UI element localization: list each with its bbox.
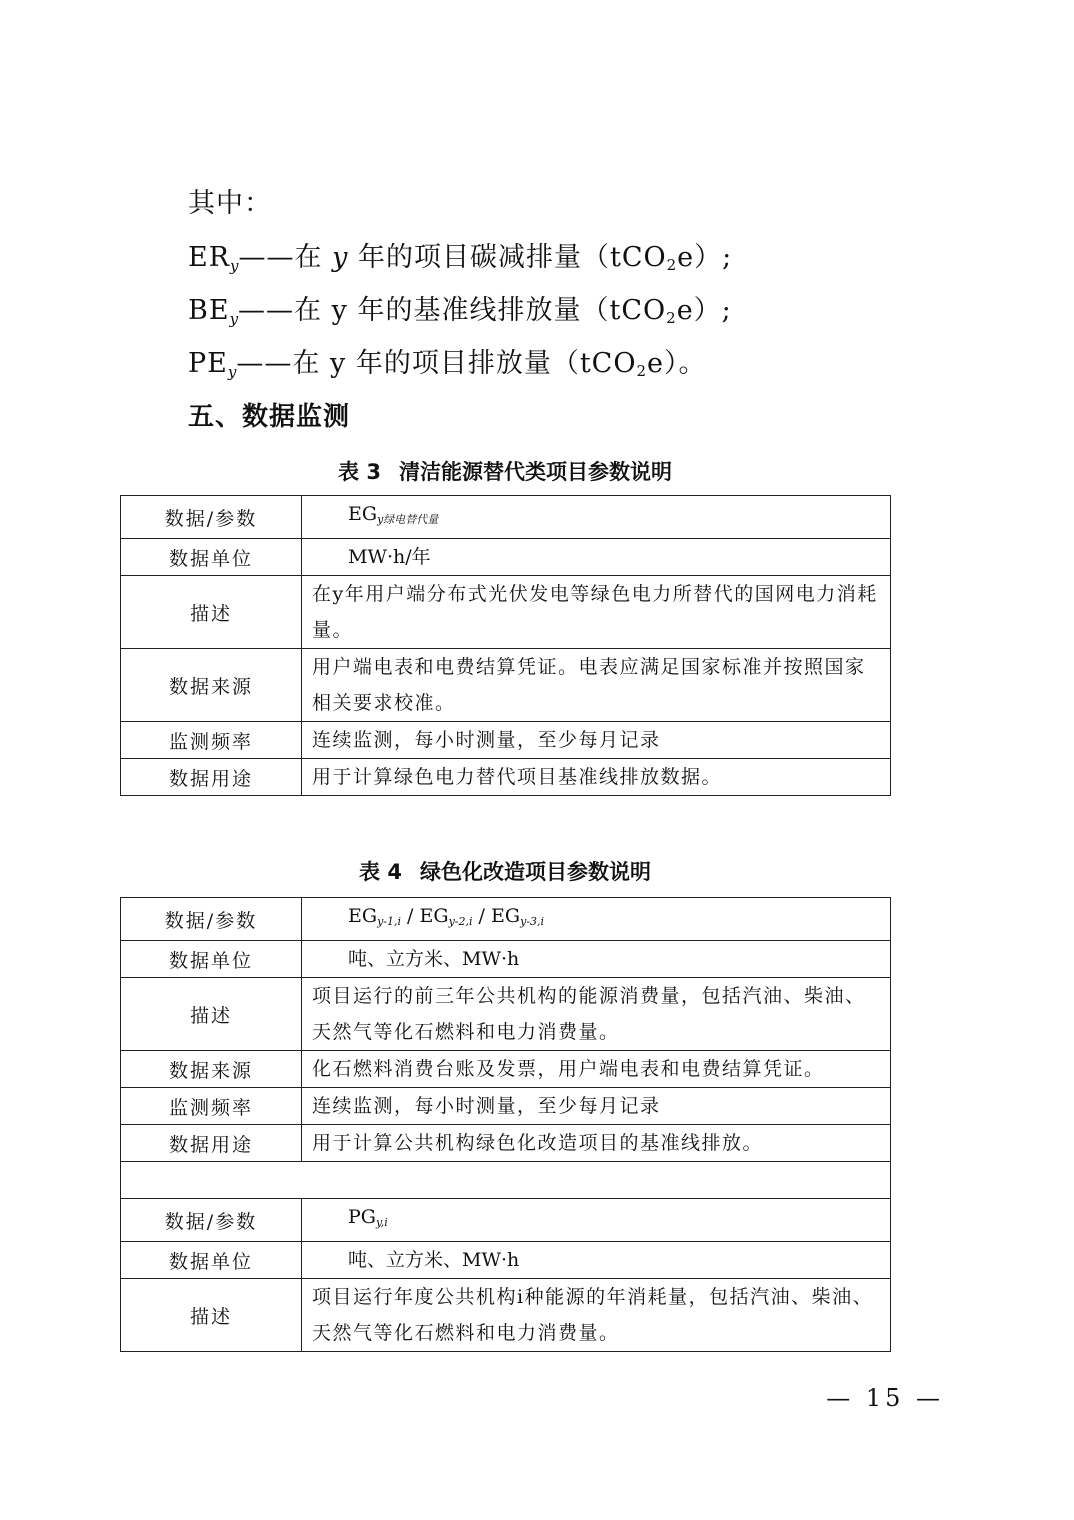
row-value — [302, 898, 891, 941]
param-subscript: y-1,i — [377, 915, 402, 928]
table-row — [121, 941, 891, 978]
page-number: — 15 — — [826, 1384, 944, 1412]
row-value: 连续监测，每小时测量，至少每月记录 — [302, 1088, 891, 1125]
def-text: 年的项目碳减排量（tCO — [348, 242, 667, 273]
spacer-cell — [121, 1162, 891, 1199]
separator: / — [401, 905, 420, 927]
row-label: 数据来源 — [121, 1051, 302, 1088]
row-value: 吨、立方米、MW·h — [302, 1242, 891, 1279]
dash: —— — [238, 295, 295, 326]
param-symbol: EG — [491, 905, 521, 927]
param-symbol: PG — [348, 1206, 376, 1228]
def-text: 在 — [294, 295, 332, 326]
table-row — [121, 1279, 891, 1352]
row-value: 项目运行的前三年公共机构的能源消费量，包括汽油、柴油、天然气等化石燃料和电力消费量。 — [302, 978, 891, 1051]
table4-caption — [0, 856, 1010, 886]
row-value: 连续监测，每小时测量，至少每月记录 — [302, 722, 891, 759]
param-symbol: EG — [419, 905, 449, 927]
table-row — [121, 649, 891, 722]
table-row — [121, 759, 891, 796]
symbol-sub: y — [229, 310, 239, 328]
row-label: 数据单位 — [121, 941, 302, 978]
symbol: BE — [188, 295, 230, 326]
row-value — [302, 1199, 891, 1242]
row-value — [302, 496, 891, 539]
table-row — [121, 1242, 891, 1279]
row-label: 数据/参数 — [121, 898, 302, 941]
row-label: 数据来源 — [121, 649, 302, 722]
def-text: 年的基准线排放量（tCO — [347, 295, 667, 326]
row-label: 描述 — [121, 576, 302, 649]
row-label: 数据/参数 — [121, 1199, 302, 1242]
symbol: ER — [188, 242, 231, 273]
intro-text: 其中： — [188, 188, 272, 219]
row-label: 监测频率 — [121, 1088, 302, 1125]
caption-text: 绿色化改造项目参数说明 — [419, 860, 651, 884]
row-value: 用于计算绿色电力替代项目基准线排放数据。 — [302, 759, 891, 796]
caption-number: 表 4 — [359, 860, 402, 884]
table-row — [121, 978, 891, 1051]
dash: —— — [236, 348, 293, 379]
def-text: 在 — [294, 242, 333, 273]
row-label: 描述 — [121, 1279, 302, 1352]
separator: / — [472, 905, 491, 927]
symbol-sub: y — [230, 257, 239, 275]
param-subscript: y-2,i — [448, 915, 473, 928]
row-value: MW·h/年 — [302, 539, 891, 576]
row-label: 数据单位 — [121, 539, 302, 576]
symbol: PE — [188, 348, 228, 379]
table4 — [120, 897, 891, 1352]
table-row — [121, 1088, 891, 1125]
section-title: 五、数据监测 — [188, 402, 351, 432]
def-text: 年的项目排放量（tCO — [346, 348, 637, 379]
def-text: e）; — [676, 295, 732, 326]
table-row — [121, 1199, 891, 1242]
symbol-sub: y — [227, 363, 237, 381]
row-label: 数据用途 — [121, 1125, 302, 1162]
param-subscript: y,i — [375, 1216, 388, 1229]
row-value: 用于计算公共机构绿色化改造项目的基准线排放。 — [302, 1125, 891, 1162]
row-value: 化石燃料消费台账及发票，用户端电表和电费结算凭证。 — [302, 1051, 891, 1088]
chem-sub: 2 — [666, 309, 677, 327]
table-row — [121, 722, 891, 759]
row-label: 数据/参数 — [121, 496, 302, 539]
row-label: 数据单位 — [121, 1242, 302, 1279]
param-symbol: EG — [348, 503, 378, 525]
def-text: e）。 — [647, 348, 707, 379]
var-y: y — [331, 295, 348, 326]
table-row — [121, 539, 891, 576]
table-row — [121, 1125, 891, 1162]
table3 — [120, 495, 891, 796]
table3-caption — [0, 456, 1010, 486]
row-label: 监测频率 — [121, 722, 302, 759]
caption-number: 表 3 — [338, 460, 381, 484]
table-row — [121, 496, 891, 539]
chem-sub: 2 — [636, 362, 648, 380]
table-row — [121, 1051, 891, 1088]
dash: —— — [238, 242, 295, 273]
row-label: 数据用途 — [121, 759, 302, 796]
var-y: y — [332, 242, 349, 273]
row-value: 吨、立方米、MW·h — [302, 941, 891, 978]
chem-sub: 2 — [666, 256, 678, 274]
definition-pe — [188, 346, 707, 390]
row-value: 用户端电表和电费结算凭证。电表应满足国家标准并按照国家相关要求校准。 — [302, 649, 891, 722]
var-y: y — [329, 348, 347, 379]
caption-text: 清洁能源替代类项目参数说明 — [398, 460, 672, 484]
def-text: 在 — [292, 348, 330, 379]
table-spacer-row — [121, 1162, 891, 1199]
param-subscript: y绿电替代量 — [377, 513, 439, 526]
row-value: 在y年用户端分布式光伏发电等绿色电力所替代的国网电力消耗量。 — [302, 576, 891, 649]
def-text: e）; — [677, 242, 733, 273]
param-symbol: EG — [348, 905, 378, 927]
definition-be — [188, 293, 732, 337]
param-subscript: y-3,i — [520, 915, 545, 928]
row-value: 项目运行年度公共机构i种能源的年消耗量，包括汽油、柴油、天然气等化石燃料和电力消费量。 — [302, 1279, 891, 1352]
table-row — [121, 898, 891, 941]
row-label: 描述 — [121, 978, 302, 1051]
table-row — [121, 576, 891, 649]
definition-er — [188, 240, 732, 284]
